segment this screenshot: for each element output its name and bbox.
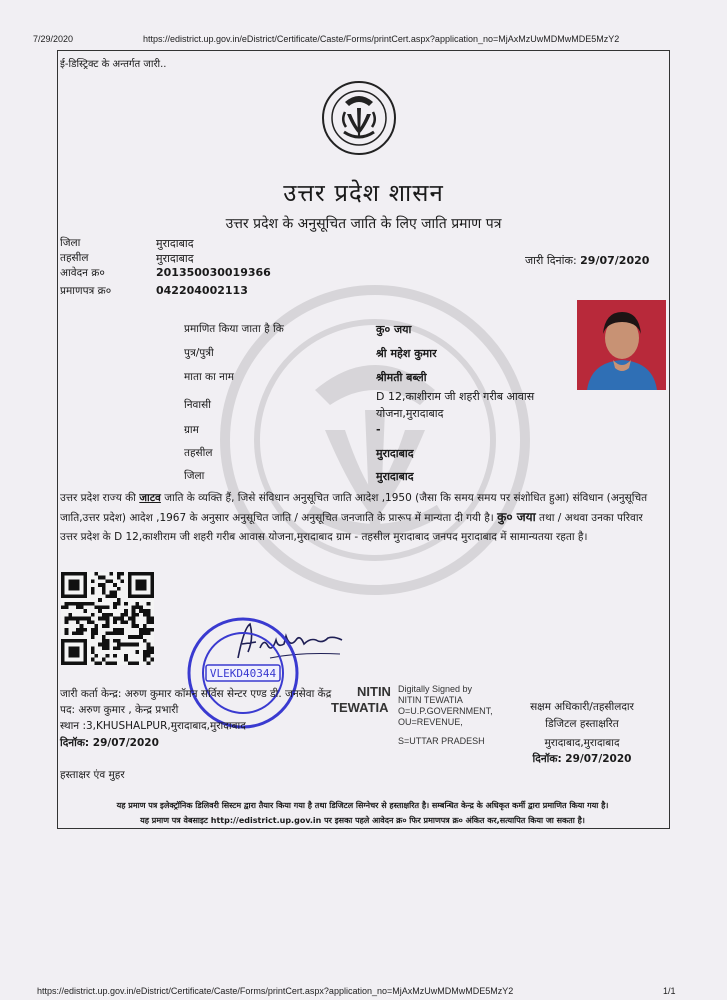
body-text-3: तथा / अथवा उनका परिवार उत्तर प्रदेश के D 12,काशीराम जी शहरी गरीब आवास योजना,मुरादाबाद ग्राम - तहसील मुरादाबाद जनपद मुरादाबाद में सामान्यतया रहता है। <box>60 512 643 543</box>
issue-date-label: जारी दिनांक: <box>525 254 577 267</box>
certificate-no-value: 042204002113 <box>156 284 248 297</box>
body-text-2: जाति के व्यक्ति हैं, जिसे संविधान अनुसूचित जाति आदेश ,1950 (जैसा कि समय समय पर संशोधित हुआ) संविधान (अनुसूचित जाति,उत्तर प्रदेश) आदेश ,1967 के अनुसार अनुसूचित जाति / अनुसूचित जनजाति के प्रारूप में मान्यता दी गयी है। <box>60 492 648 524</box>
certificate-subtitle: उत्तर प्रदेश के अनुसूचित जाति के लिए जाति प्रमाण पत्र <box>225 216 502 232</box>
body-applicant-name: कु० जया <box>497 510 536 524</box>
issue-date-value: 29/07/2020 <box>580 254 650 267</box>
district-field-label: जिला <box>184 470 205 482</box>
authority-digital-signed: डिजिटल हस्ताक्षरित <box>545 718 619 730</box>
authority-date: दिनॉक: 29/07/2020 <box>532 753 632 765</box>
certificate-title: उत्तर प्रदेश शासन <box>283 179 444 207</box>
digital-signature-details <box>398 684 493 747</box>
signer-first-name: NITIN <box>357 684 391 699</box>
body-text-1: उत्तर प्रदेश राज्य की <box>60 492 140 504</box>
son-daughter-label: पुत्र/पुत्री <box>184 347 214 359</box>
ds-line <box>398 728 493 736</box>
resident-address: D 12,काशीराम जी शहरी गरीब आवास योजना,मुरादाबाद <box>376 390 535 420</box>
district-field-value: मुरादाबाद <box>376 470 414 483</box>
village-value: - <box>376 423 381 436</box>
issuing-center: जारी कर्ता केन्द्र: अरुण कुमार कॉमन सर्विस सेन्टर एण्ड डी. जनसेवा केंद्र <box>60 688 332 700</box>
ds-line: Digitally Signed by <box>398 684 473 694</box>
authority-title: सक्षम अधिकारी/तहसीलदार <box>530 701 634 713</box>
official-stamp <box>186 616 300 730</box>
certificate-no-label: प्रमाणपत्र क्र० <box>60 285 112 297</box>
issuer-post: पद: अरुण कुमार , केन्द्र प्रभारी <box>60 704 179 716</box>
print-footer-url: https://edistrict.up.gov.in/eDistrict/Certificate/Caste/Forms/printCert.aspx?application_no=MjAxMzUwMDMwMDE5MzY2 <box>37 986 514 996</box>
ds-line: NITIN TEWATIA <box>398 695 463 705</box>
ds-line: OU=REVENUE, <box>398 717 463 727</box>
edistrict-note: ई-डिस्ट्रिक्ट के अन्तर्गत जारी.. <box>60 59 167 70</box>
application-no-value: 201350030019366 <box>156 266 271 279</box>
page-count: 1/1 <box>663 986 676 996</box>
applicant-photo <box>577 300 666 390</box>
tehsil-label: तहसील <box>60 252 89 264</box>
stamp-code: VLEKD40344 <box>209 667 277 680</box>
application-no-label: आवेदन क्र० <box>60 267 105 279</box>
issue-date <box>525 253 649 268</box>
signature-seal-label: हस्ताक्षर एंव मुहर <box>60 769 125 781</box>
tehsil-field-label: तहसील <box>184 447 213 459</box>
certified-label: प्रमाणित किया जाता है कि <box>184 323 284 335</box>
mother-name-label: माता का नाम <box>184 371 234 383</box>
qr-code[interactable] <box>61 572 154 665</box>
district-label: जिला <box>60 237 81 249</box>
ds-line: S=UTTAR PRADESH <box>398 736 485 746</box>
digital-signer-name <box>331 684 391 716</box>
ds-line: O=U.P.GOVERNMENT, <box>398 706 493 716</box>
father-name: श्री महेश कुमार <box>376 347 437 360</box>
caste-name: जाटव <box>139 492 161 504</box>
tehsil-field-value: मुरादाबाद <box>376 447 414 460</box>
issuer-date: दिनॉक: 29/07/2020 <box>60 737 159 749</box>
up-government-emblem-icon <box>321 80 397 156</box>
footer-note-1: यह प्रमाण पत्र इलेक्ट्रॉनिक डिलिवरी सिस्टम द्वारा तैयार किया गया है तथा डिजिटल सिग्नेचर से हस्ताक्षरित है। सम्बन्धित केन्द्र के अधिकृत कर्मी द्वारा प्रमाणित किया गया है। <box>116 801 609 810</box>
certificate-body <box>60 489 660 547</box>
applicant-name: कु० जया <box>376 323 412 336</box>
issuer-place: स्थान :3,KHUSHALPUR,मुरादाबाद,मुरादाबाद <box>60 720 246 732</box>
signer-last-name: TEWATIA <box>331 700 389 715</box>
authority-location: मुरादाबाद,मुरादाबाद <box>544 737 620 749</box>
footer-note-2: यह प्रमाण पत्र वेबसाइट http://edistrict.up.gov.in पर इसका पहले आवेदन क्र० फिर प्रमाणपत्र क्र० अंकित कर,सत्यापित किया जा सकता है। <box>140 816 585 825</box>
resident-label: निवासी <box>184 399 211 411</box>
mother-name: श्रीमती बब्ली <box>376 371 427 384</box>
village-label: ग्राम <box>184 424 199 436</box>
print-date: 7/29/2020 <box>33 34 74 44</box>
tehsil-value: मुरादाबाद <box>156 252 194 265</box>
district-value: मुरादाबाद <box>156 237 194 250</box>
print-url: https://edistrict.up.gov.in/eDistrict/Certificate/Caste/Forms/printCert.aspx?application_no=MjAxMzUwMDMwMDE5MzY2 <box>143 34 620 44</box>
